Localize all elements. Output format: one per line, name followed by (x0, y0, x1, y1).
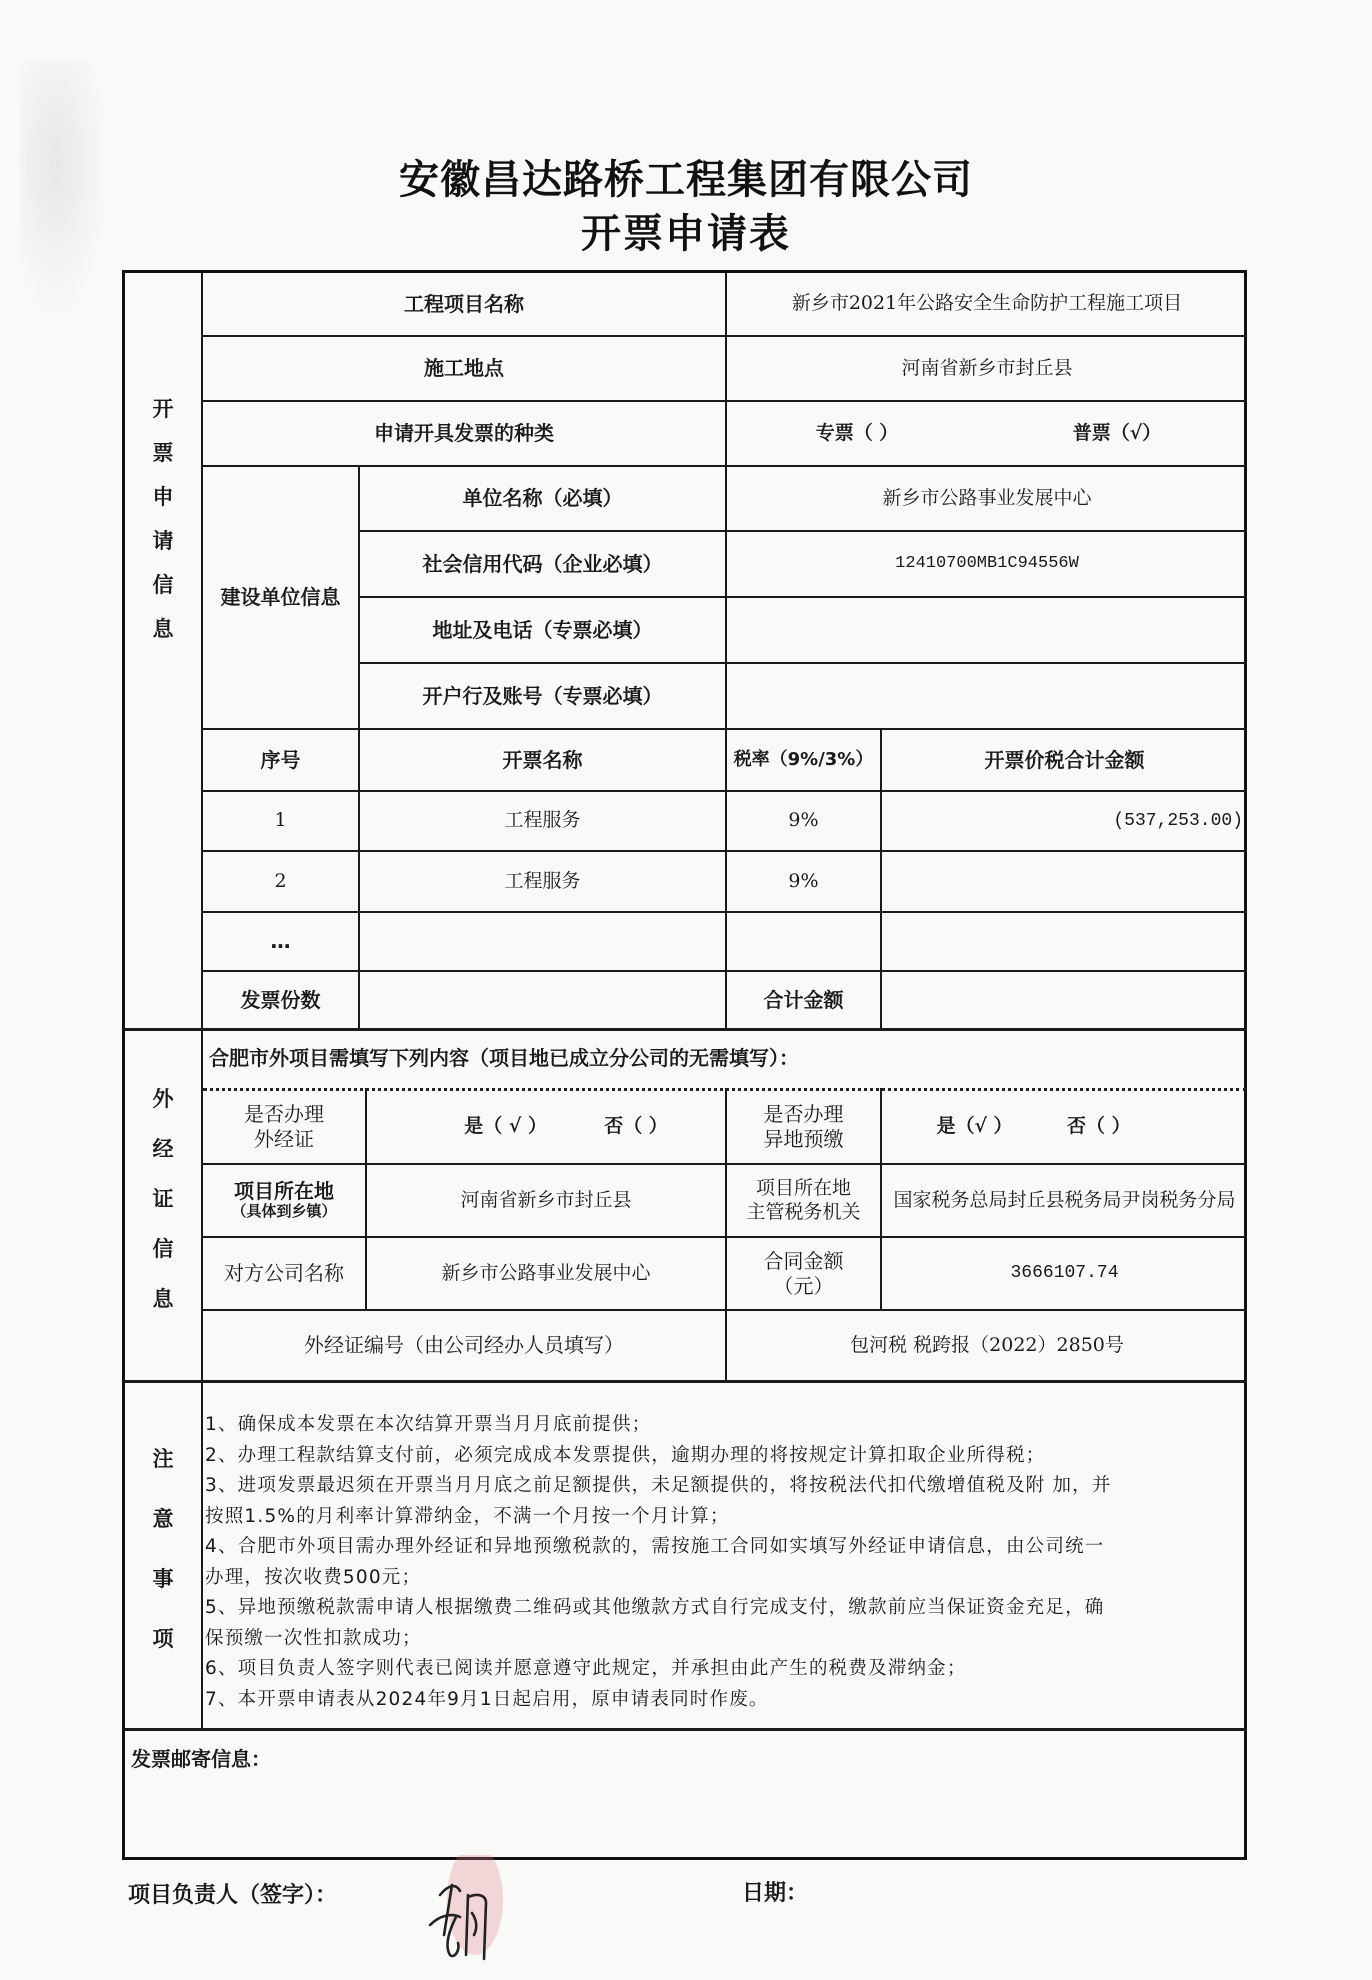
signature-with-stamp (400, 1855, 530, 1975)
item-3-name[interactable] (360, 913, 725, 970)
item-2-rate[interactable]: 9% (788, 869, 819, 892)
section-label-char: 注 (152, 1447, 174, 1471)
cert-question-line2: 外经证 (254, 1127, 314, 1151)
cert-no-checkbox[interactable]: 否（ ） (604, 1115, 668, 1138)
external-cert-instruction: 合肥市外项目需填写下列内容（项目地已成立分公司的无需填写）： (209, 1045, 799, 1070)
note-line: 7、本开票申请表从2024年9月1日起启用，原申请表同时作废。 (205, 1688, 769, 1710)
date-value[interactable] (800, 1876, 1100, 1906)
section-label-external-cert-info (125, 1083, 201, 1313)
external-cert-number-value[interactable]: 包河税 税跨报（2022）2850号 (850, 1333, 1124, 1356)
builder-name-value[interactable]: 新乡市公路事业发展中心 (882, 486, 1092, 509)
total-amount-value[interactable] (882, 972, 1247, 1028)
contract-amount-line2: （元） (773, 1273, 834, 1298)
section-divider (125, 1728, 1247, 1731)
project-name-label: 工程项目名称 (404, 291, 524, 316)
section-label-char: 申 (152, 485, 174, 509)
mailing-info-value[interactable] (131, 1773, 1241, 1853)
project-location-line1: 项目所在地 (234, 1179, 334, 1204)
note-line: 按照1.5%的月利率计算滞纳金，不满一个月按一个月计算； (205, 1505, 730, 1527)
prepay-question-line2: 异地预缴 (763, 1127, 844, 1151)
invoice-application-table (122, 270, 1247, 1860)
section-label-char: 信 (152, 1237, 174, 1261)
address-phone-label: 地址及电话（专票必填） (432, 617, 653, 642)
invoice-type-label: 申请开具发票的种类 (374, 421, 554, 445)
credit-code-label: 社会信用代码（企业必填） (422, 551, 663, 576)
prepay-question-line1: 是否办理 (763, 1102, 844, 1126)
section-label-char: 证 (152, 1187, 174, 1211)
section-label-char: 票 (152, 441, 174, 465)
section-label-char: 息 (152, 1287, 174, 1311)
counterparty-value[interactable]: 新乡市公路事业发展中心 (441, 1261, 651, 1284)
section-label-char: 意 (152, 1507, 174, 1531)
bank-account-label: 开户行及账号（专票必填） (422, 683, 663, 708)
invoice-count-label: 发票份数 (240, 987, 321, 1012)
item-2-amount[interactable] (882, 852, 1247, 911)
prepay-yes-checkbox[interactable]: 是（√ ） (936, 1115, 1013, 1138)
section-label-char: 信 (152, 573, 174, 597)
items-header-amount: 开票价税合计金额 (984, 747, 1145, 772)
tax-office-label (727, 1165, 880, 1236)
form-title: 开票申请表 (581, 211, 791, 257)
invoice-type-special-checkbox[interactable]: 专票（ ） (815, 421, 899, 444)
section-label-char: 项 (152, 1627, 174, 1651)
credit-code-value[interactable]: 12410700MB1C94556W (895, 554, 1079, 574)
item-1-no: 1 (274, 809, 287, 832)
builder-name-label: 单位名称（必填） (462, 486, 623, 510)
project-location-value[interactable]: 河南省新乡市封丘县 (460, 1188, 632, 1211)
counterparty-label: 对方公司名称 (224, 1261, 344, 1285)
contract-amount-line1: 合同金额 (763, 1248, 844, 1273)
external-cert-number-label: 外经证编号（由公司经办人员填写） (304, 1333, 624, 1357)
note-line: 3、进项发票最迟须在开票当月月底之前足额提供，未足额提供的，将按税法代扣代缴增值税及附 加，并 (205, 1475, 1112, 1496)
project-name-value: 新乡市2021年公路安全生命防护工程施工项目 (791, 292, 1183, 315)
note-line: 1、确保成本发票在本次结算开票当月月底前提供； (205, 1414, 652, 1435)
item-1-amount[interactable]: (537,253.00) (1113, 810, 1243, 831)
cert-question-label (203, 1091, 365, 1163)
section-label-char: 开 (152, 397, 174, 421)
section-label-char: 外 (152, 1087, 174, 1111)
item-1-rate[interactable]: 9% (788, 809, 819, 832)
invoice-type-general-checkbox[interactable]: 普票（√） (1072, 421, 1162, 444)
section-label-notes (125, 1443, 201, 1653)
section-label-invoice-info (125, 393, 201, 643)
item-2-name[interactable]: 工程服务 (504, 869, 581, 892)
prepay-question-label (727, 1091, 880, 1163)
item-1-name[interactable]: 工程服务 (504, 809, 581, 832)
prepay-no-checkbox[interactable]: 否（ ） (1067, 1115, 1131, 1138)
site-label: 施工地点 (424, 356, 504, 380)
company-title: 安徽昌达路桥工程集团有限公司 (399, 157, 973, 203)
note-line: 保预缴一次性扣款成功； (205, 1627, 422, 1649)
items-header-rate: 税率（9%/3%） (733, 748, 874, 770)
contract-amount-value[interactable]: 3666107.74 (1010, 1263, 1119, 1284)
cert-question-line1: 是否办理 (244, 1102, 324, 1126)
cert-yes-checkbox[interactable]: 是（ √ ） (464, 1115, 547, 1138)
builder-info-label: 建设单位信息 (220, 585, 341, 609)
note-line: 6、项目负责人签字则代表已阅读并愿意遵守此规定，并承担由此产生的税费及滞纳金； (205, 1658, 967, 1679)
item-3-amount[interactable] (882, 913, 1247, 970)
items-header-name: 开票名称 (502, 747, 583, 772)
section-label-char: 请 (152, 529, 174, 553)
item-3-no: … (270, 929, 291, 953)
section-divider (125, 1380, 1247, 1383)
item-3-rate[interactable] (727, 913, 880, 970)
items-header-no: 序号 (260, 747, 301, 772)
section-label-char: 经 (152, 1137, 174, 1161)
contract-amount-label (727, 1238, 880, 1309)
section-label-char: 事 (152, 1567, 174, 1591)
tax-office-line2: 主管税务机关 (746, 1200, 861, 1223)
tax-office-value[interactable]: 国家税务总局封丘县税务局尹岗税务分局 (893, 1188, 1236, 1211)
mailing-info-label: 发票邮寄信息： (131, 1747, 271, 1771)
item-2-no: 2 (274, 869, 287, 892)
note-line: 2、办理工程款结算支付前，必须完成成本发票提供，逾期办理的将按规定计算扣取企业所得税； (205, 1444, 1046, 1466)
site-value: 河南省新乡市封丘县 (901, 356, 1073, 379)
section-label-char: 息 (152, 617, 174, 641)
project-location-label (203, 1165, 365, 1236)
date-label: 日期： (742, 1881, 809, 1906)
total-amount-label: 合计金额 (763, 987, 844, 1012)
bank-account-value[interactable] (727, 664, 1247, 728)
notes-list (205, 1410, 1235, 1715)
note-line: 办理，按次收费500元； (205, 1566, 422, 1588)
invoice-count-value[interactable] (360, 972, 725, 1028)
note-line: 5、异地预缴税款需申请人根据缴费二维码或其他缴款方式自行完成支付，缴款前应当保证资金充足，确 (205, 1597, 1105, 1618)
address-phone-value[interactable] (727, 598, 1247, 662)
note-line: 4、合肥市外项目需办理外经证和异地预缴税款的，需按施工合同如实填写外经证申请信息，由公司统一 (205, 1536, 1105, 1557)
tax-office-line1: 项目所在地 (755, 1176, 851, 1199)
signature-icon (400, 1855, 530, 1975)
project-leader-signature-label: 项目负责人（签字）： (128, 1883, 338, 1908)
project-location-line2: （具体到乡镇） (231, 1202, 337, 1221)
